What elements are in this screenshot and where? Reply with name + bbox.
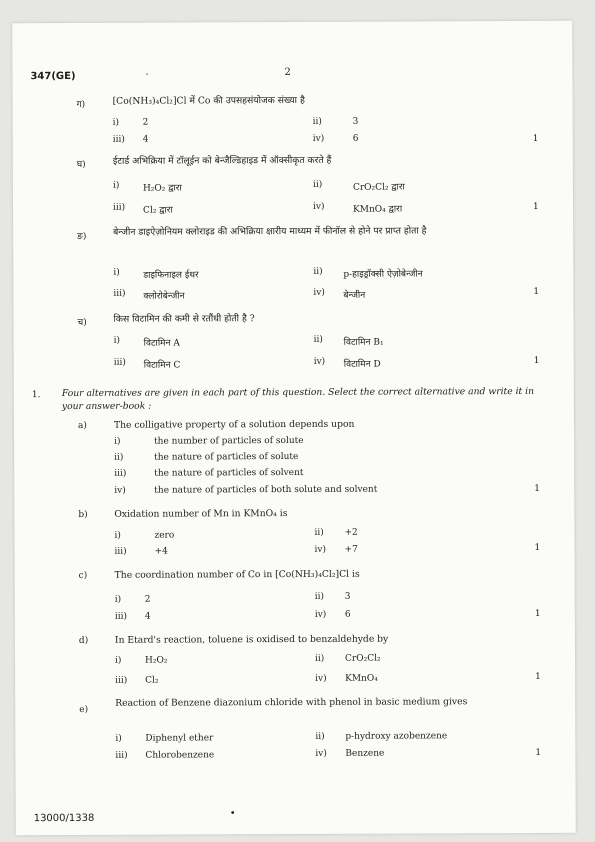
option-number: iii) [115, 750, 128, 761]
option-number: iii) [113, 357, 126, 368]
option-number: iii) [114, 546, 127, 557]
option-text: 2 [144, 594, 151, 605]
part-label: e) [79, 704, 89, 715]
option-text: विटामिन C [143, 360, 181, 371]
option-text: 6 [352, 133, 359, 144]
option-number: i) [115, 733, 122, 744]
option-text: विटामिन A [143, 338, 180, 349]
option-number: ii) [315, 731, 325, 742]
option-text: डाइफिनाइल ईथर [143, 270, 199, 281]
option-number: i) [112, 117, 120, 128]
option-text: Diphenyl ether [145, 733, 214, 744]
option-text: CrO₂Cl₂ [344, 653, 381, 664]
option-text: बेन्जीन [343, 290, 366, 301]
marks: 1 [534, 542, 541, 553]
option-text: KMnO₄ द्वारा [353, 204, 403, 215]
option-number: i) [113, 267, 120, 278]
option-number: iii) [113, 202, 126, 213]
option-text: Chlorobenzene [145, 750, 215, 761]
marks: 1 [534, 608, 541, 619]
option-number: iv) [313, 356, 326, 367]
option-text: 6 [344, 609, 351, 620]
option-text: 3 [344, 591, 351, 602]
option-text: 3 [352, 116, 359, 127]
option-number: iv) [315, 748, 327, 759]
question-text: ईटार्ड अभिक्रिया में टॉलूईन को बेन्जैल्डिहाइड में ऑक्सीकृत करते हैं [112, 154, 332, 167]
option-text: H₂O₂ द्वारा [142, 183, 182, 194]
option-number: ii) [312, 179, 323, 190]
option-number: iii) [115, 675, 128, 686]
part-label: च) [77, 317, 87, 328]
option-number: i) [114, 655, 122, 666]
option-number: iii) [113, 288, 126, 299]
paper-code: 347(GE) [30, 70, 76, 83]
option-number: iii) [114, 468, 127, 479]
question-text: किस विटामिन की कमी से रतौंधी होती है ? [113, 313, 255, 325]
option-text: Cl₂ द्वारा [143, 205, 173, 216]
question-text: The colligative property of a solution depends upon [113, 418, 355, 431]
option-number: ii) [314, 653, 325, 664]
part-label: d) [78, 635, 89, 646]
option-text: 4 [142, 134, 149, 145]
marks: 1 [533, 201, 539, 212]
marks: 1 [533, 355, 540, 366]
option-number: i) [114, 594, 122, 605]
option-text: 2 [142, 117, 149, 128]
option-number: ii) [313, 334, 323, 345]
page-number: 2 [284, 67, 291, 79]
question-number: 1. [31, 390, 41, 401]
marks: 1 [535, 747, 542, 758]
option-number: ii) [314, 591, 325, 602]
option-number: iv) [312, 133, 325, 144]
option-text: CrO₂Cl₂ द्वारा [352, 182, 405, 193]
option-number: iv) [313, 201, 325, 212]
option-number: iv) [315, 673, 327, 684]
option-text: +4 [154, 546, 168, 557]
footer-code: 13000/1338 [33, 812, 95, 825]
part-label: ग) [76, 99, 86, 110]
option-text: विटामिन D [343, 359, 381, 370]
option-text: zero [154, 530, 175, 541]
exam-page [12, 21, 576, 835]
option-number: ii) [114, 452, 124, 463]
option-text: p-हाइड्रॉक्सी ऐज़ोबेन्जीन [343, 269, 423, 280]
option-number: i) [114, 530, 121, 541]
option-text: Cl₂ [145, 675, 159, 686]
part-label: घ) [76, 159, 86, 170]
option-number: iv) [314, 609, 327, 620]
footer-dot: • [229, 808, 236, 820]
part-label: c) [78, 570, 88, 581]
marks: 1 [533, 286, 540, 297]
option-text: the number of particles of solute [154, 435, 304, 447]
marks: 1 [534, 483, 541, 494]
option-text: क्लोरोबेन्जीन [143, 291, 185, 302]
question-text: बेन्जीन डाइऐज़ोनियम क्लोराइड की अभिक्रिया क्षारीय माध्यम में फीनॉल से होने पर प्राप्त होता है [113, 225, 427, 238]
option-number: iv) [314, 544, 327, 555]
question-text: Oxidation number of Mn in KMnO₄ is [114, 508, 288, 520]
option-text: Benzene [345, 748, 385, 759]
option-text: KMnO₄ [345, 673, 378, 684]
part-label: b) [78, 509, 88, 520]
option-number: iii) [112, 134, 125, 145]
question-text: Reaction of Benzene diazonium chloride with phenol in basic medium gives [115, 696, 468, 709]
question-text: The coordination number of Co in [Co(NH₃)₄Cl₂]Cl is [114, 568, 360, 581]
header-dot: · [145, 69, 149, 81]
part-label: ङ) [77, 231, 87, 242]
option-text: the nature of particles of solute [154, 451, 299, 463]
option-number: i) [114, 436, 121, 447]
part-label: a) [77, 420, 87, 431]
option-number: ii) [314, 527, 324, 538]
marks: 1 [535, 671, 541, 682]
option-number: i) [113, 335, 121, 346]
option-text: the nature of particles of both solute and solvent [154, 484, 378, 496]
option-number: iii) [114, 611, 127, 622]
option-text: H₂O₂ [144, 655, 168, 666]
option-text: +2 [344, 527, 358, 538]
option-number: iv) [313, 287, 325, 298]
option-text: 4 [144, 611, 151, 622]
marks: 1 [532, 133, 539, 144]
option-number: iv) [114, 485, 126, 496]
option-text: विटामिन B₁ [343, 337, 384, 348]
option-text: +7 [344, 544, 358, 555]
option-number: ii) [313, 266, 323, 277]
option-text: p-hydroxy azobenzene [345, 731, 448, 742]
question-text: In Etard's reaction, toluene is oxidised to benzaldehyde by [114, 633, 389, 646]
instruction-text: Four alternatives are given in each part of this question. Select the correct alternative and write it in your answer-book : [61, 385, 535, 413]
option-number: ii) [312, 116, 322, 127]
question-text: [Co(NH₃)₄Cl₂]Cl में Co की उपसहसंयोजक संख्या है [112, 94, 305, 107]
option-number: i) [112, 180, 120, 191]
option-text: the nature of particles of solvent [154, 467, 304, 479]
